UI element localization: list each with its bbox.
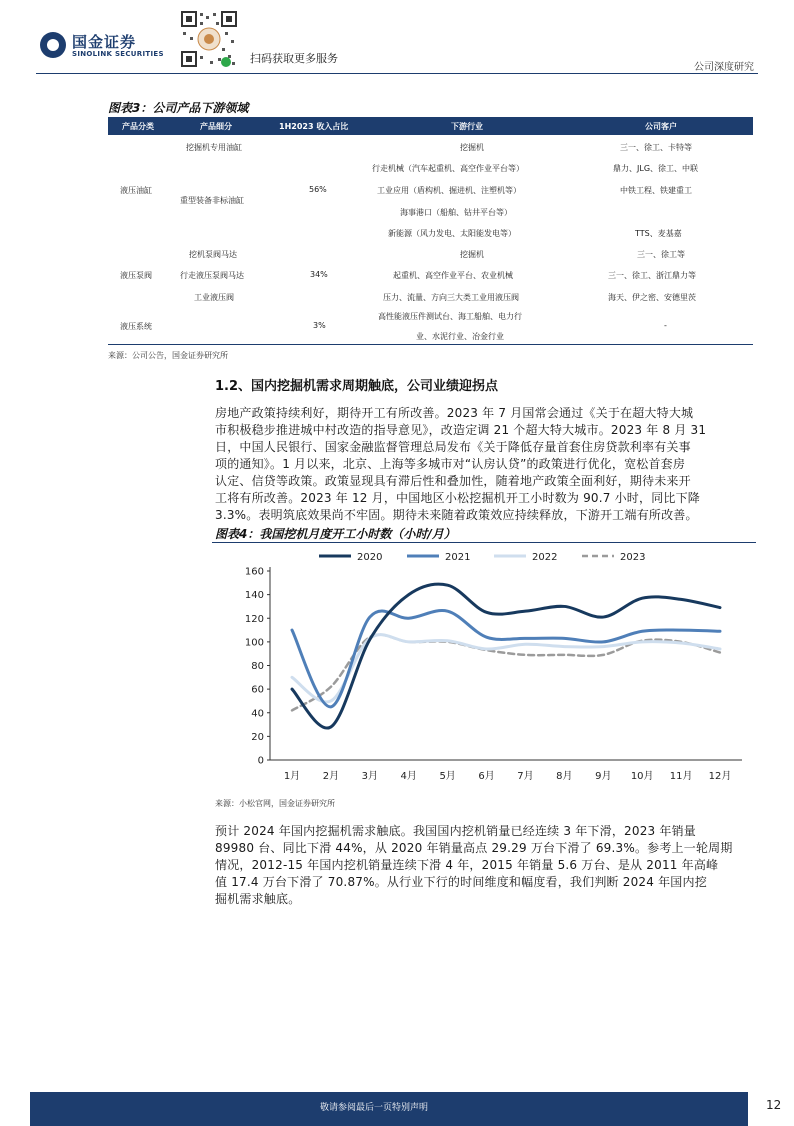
table-cell: 海天、伊之密、安德里茨	[608, 293, 696, 302]
x-tick-label: 11月	[669, 771, 693, 782]
table-cell: 工业液压阀	[194, 293, 234, 302]
y-tick-label: 120	[244, 613, 264, 625]
page-number: 12	[766, 1098, 782, 1112]
table3-title: 图表3：公司产品下游领域	[108, 101, 249, 115]
table-cell: 高性能液压件测试台、海工船舶、电力行	[378, 312, 522, 321]
table-cell: 行走机械（汽车起重机、高空作业平台等）	[372, 164, 524, 173]
x-tick-label: 7月	[517, 771, 534, 782]
table-bottom-rule	[108, 344, 753, 345]
scan-for-service-text: 扫码获取更多服务	[250, 52, 338, 65]
x-tick-label: 3月	[361, 771, 379, 782]
table-cell: 挖掘机专用油缸	[186, 143, 242, 152]
report-type-label: 公司深度研究	[694, 62, 754, 73]
table-cell: 鼎力、JLG、徐工、中联	[613, 164, 699, 173]
y-tick-label: 0	[257, 755, 264, 767]
table-cell: 3%	[313, 321, 326, 330]
x-tick-label: 12月	[708, 771, 732, 782]
table-cell: 液压油缸	[120, 186, 152, 195]
qr-code-icon[interactable]	[180, 10, 238, 68]
table-cell: 挖掘机	[460, 250, 484, 259]
chart4-title: 图表4：我国挖机月度开工小时数（小时/月）	[215, 527, 456, 541]
col-header-downstream: 下游行业	[451, 122, 483, 131]
col-header-revenue-share: 1H2023 收入占比	[279, 122, 349, 131]
paragraph-line: 项的通知》。1 月以来，北京、上海等多城市对“认房认贷”的政策进行优化，宽松首套房	[215, 457, 686, 471]
col-header-clients: 公司客户	[645, 122, 677, 131]
y-tick-label: 60	[251, 684, 264, 696]
company-logo-icon	[40, 32, 66, 58]
table-cell: 压力、流量、方向三大类工业用液压阀	[383, 293, 519, 302]
x-tick-label: 6月	[478, 771, 495, 782]
paragraph-line: 情况，2012-15 年国内挖机销量连续下滑 4 年，2015 年销量 5.6 万台、是从 2011 年高峰	[215, 858, 719, 872]
x-tick-label: 10月	[630, 771, 654, 782]
legend-label: 2020	[357, 552, 383, 563]
table-cell: 重型装备非标油缸	[180, 196, 244, 205]
paragraph-line: 市积极稳步推进城中村改造的指导意见》，改造定调 21 个超大特大城市。2023 年 8 月 31	[215, 423, 707, 437]
table-cell: 新能源（风力发电、太阳能发电等）	[388, 229, 516, 238]
paragraph-line: 日，中国人民银行、国家金融监督管理总局发布《关于降低存量首套住房贷款利率有关事	[215, 440, 691, 454]
logo-english-name: SINOLINK SECURITIES	[72, 50, 164, 58]
table-cell: TTS、麦基嘉	[635, 229, 682, 238]
x-tick-label: 1月	[283, 771, 301, 782]
table-cell: 起重机、高空作业平台、农业机械	[393, 271, 513, 280]
x-tick-label: 9月	[595, 771, 612, 782]
legend-label: 2022	[532, 552, 558, 563]
paragraph-line: 3.3%。表明筑底效果尚不牢固。期待未来随着政策效应持续释放，下游开工端有所改善。	[215, 508, 698, 522]
y-tick-label: 160	[244, 566, 264, 578]
x-tick-label: 2月	[322, 771, 340, 782]
header-divider	[36, 73, 758, 74]
footer-disclaimer: 敬请参阅最后一页特别声明	[320, 1103, 429, 1113]
table-cell: 三一、徐工、浙江鼎力等	[608, 271, 696, 280]
table-cell: 三一、徐工等	[637, 250, 685, 259]
table3-source: 来源：公司公告，国金证券研究所	[108, 351, 228, 360]
paragraph-line: 掘机需求触底。	[215, 892, 301, 906]
paragraph-line: 89980 台、同比下滑 44%，从 2020 年销量高点 29.29 万台下滑了 69.3%。参考上一轮周期	[215, 841, 733, 855]
chart4-source: 来源：小松官网，国金证券研究所	[215, 799, 335, 808]
table-cell: 三一、徐工、卡特等	[620, 143, 692, 152]
x-tick-label: 8月	[556, 771, 573, 782]
section-heading: 1.2、国内挖掘机需求周期触底，公司业绩迎拐点	[215, 379, 499, 394]
table-cell: 液压系统	[120, 322, 152, 331]
logo-chinese-name: 国金证券	[72, 33, 137, 51]
x-tick-label: 5月	[439, 771, 456, 782]
table-cell: -	[664, 321, 667, 330]
table-cell: 液压泵阀	[120, 271, 152, 280]
table-cell: 工业应用（盾构机、掘进机、注塑机等）	[377, 186, 521, 195]
legend-label: 2021	[445, 552, 471, 563]
paragraph-line: 工将有所改善。2023 年 12 月，中国地区小松挖掘机开工小时数为 90.7 小时，同比下降	[215, 491, 701, 505]
x-tick-label: 4月	[400, 771, 417, 782]
col-header-subcategory: 产品细分	[200, 122, 232, 131]
col-header-category: 产品分类	[122, 122, 154, 131]
table-cell: 行走液压泵阀马达	[180, 271, 244, 280]
line-chart	[212, 543, 756, 793]
legend-label: 2023	[620, 552, 646, 563]
paragraph-line: 预计 2024 年国内挖掘机需求触底。我国国内挖机销量已经连续 3 年下滑，2023 年销量	[215, 824, 696, 838]
y-tick-label: 100	[244, 637, 264, 649]
paragraph-line: 值 17.4 万台下滑了 70.87%。从行业下行的时间维度和幅度看，我们判断 2024 年国内挖	[215, 875, 707, 889]
table-cell: 34%	[310, 270, 328, 279]
table-cell: 中铁工程、铁建重工	[620, 186, 692, 195]
y-tick-label: 140	[244, 590, 264, 602]
table-cell: 挖机泵阀马达	[189, 250, 237, 259]
paragraph-line: 认定、信贷等政策。政策显现具有滞后性和叠加性，随着地产政策全面利好，期待未来开	[215, 474, 691, 488]
paragraph-line: 房地产政策持续利好，期待开工有所改善。2023 年 7 月国常会通过《关于在超大特大城	[215, 406, 694, 420]
table-cell: 挖掘机	[460, 143, 484, 152]
y-tick-label: 20	[251, 731, 264, 743]
table-cell: 业、水泥行业、冶金行业	[416, 332, 504, 341]
y-tick-label: 80	[251, 661, 264, 672]
y-tick-label: 40	[251, 708, 264, 720]
table-cell: 56%	[309, 185, 327, 194]
table-cell: 海事港口（船舶、钻井平台等）	[400, 208, 512, 217]
